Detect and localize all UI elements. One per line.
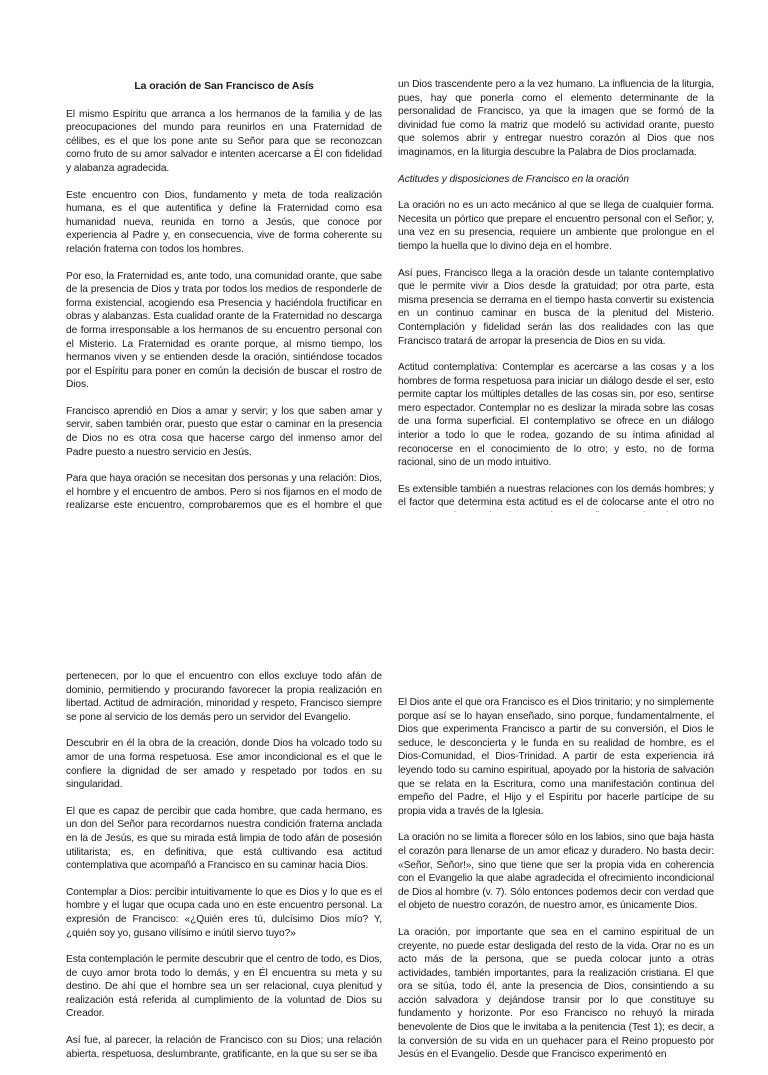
paragraph: El Dios ante el que ora Francisco es el Dios trinitario; y no simplemente porque así se lo hayan enseñado, sino porque, fundamentalmente, el Dios que experimenta Francisco a partir de su conversión, el Dios le seduce, le desconcierta y le funda en su realidad de hombre, es el Dios-Comunidad, el Dios-Trinidad. A partir de esta experiencia irá leyendo todo su camino espiritual, apoyado por la historia de salvación que se relata en la Escritura, como una manifestación continua del empeño del Padre, el Hijo y el Espíritu por hacerle partícipe de su propia vida a través de la Iglesia. — [398, 697, 714, 817]
paragraph: Actitud contemplativa: Contemplar es acercarse a las cosas y a los hombres de forma respetuosa para iniciar un diálogo desde el ser, esto permite captar los múltiples detalles de las cosas sin, por eso, sentirse mero espectador. Contemplar no es deslizar la mirada sobre las cosas de una forma superficial. El contemplativo se ofrece en un diálogo interior a todo lo que le rodea, gozando de su íntima afinidad al reconocerse en el conocimiento de lo otro; y esto, no de forma racional, sino de un modo intuitivo. — [398, 362, 714, 469]
paragraph: Esta contemplación le permite descubrir que el centro de todo, es Dios, de cuyo amor brota todo lo demás, y en Él encuentra su meta y su destino. De ahí que el hombre sea un ser relacional, cuya plenitud y realización está referida al cumplimiento de la voluntad de Dios su Creador. — [66, 954, 382, 1020]
paragraph: Descubrir en él la obra de la creación, donde Dios ha volcado todo su amor de una forma respetuosa. Ese amor incondicional es el que le confiere la dignidad de ser amado y respetado por todos en su singularidad. — [66, 738, 382, 791]
page-2-left-column — [66, 670, 382, 1074]
paragraph: La oración no se limita a florecer sólo en los labios, sino que baja hasta el corazón para llenarse de un amor eficaz y duradero. No basta decir: «Señor, Señor!», sino que tiene que ser la propia vida en coherencia con el Evangelio la que alabe agradecida el ofrecimiento incondicional de Dios al hombre (v. 7). Sólo entonces podemos decir con verdad que el objeto de nuestro corazón, de nuestro amor, es únicamente Dios. — [398, 832, 714, 912]
paragraph: El mismo Espíritu que arranca a los hermanos de la familia y de las preocupaciones del mundo para reunirlos en una Fraternidad de célibes, es el que los pone ante su Señor para que se reconozcan como fruto de su amor salvador e intenten acercarse a Él con fidelidad y alabanza agradecida. — [66, 108, 382, 174]
paragraph: Para que haya oración se necesitan dos personas y una relación: Dios, el hombre y el encuentro de ambos. Pero si nos fijamos en el modo de realizarse este encuentro, comprobaremos que es el hombre el que — [66, 473, 382, 512]
paragraph: un Dios trascendente pero a la vez humano. La influencia de la liturgia, pues, hay que ponerla como el elemento determinante de la personalidad de Francisco, ya que la imagen que se formó de la divinidad fue como la matriz que modeló su actividad orante, puesto que solemos abrir y entregar nuestro corazón al Dios que nos imaginamos, en la liturgia descubre la Palabra de Dios proclamada. — [398, 79, 714, 158]
document-title: La oración de San Francisco de Asís — [134, 80, 314, 92]
paragraph: El que es capaz de percibir que cada hombre, que cada hermano, es un don del Señor para recordarnos nuestra condición fraterna anclada en la de Jesús, es que su mirada está limpia de todo afán de posesión utilitarista; es, en definitiva, que está cultivando esa actitud contemplativa que acompañó a Francisco en su caminar hacia Dios. — [66, 805, 382, 872]
page-1 — [0, 0, 768, 512]
paragraph: La oración no es un acto mecánico al que se llega de cualquier forma. Necesita un pórtico que prepare el encuentro personal con el Señor; y, una vez en su presencia, requiere un ambiente que prolongue en el tiempo la huella que lo divino deja en el hombre. — [398, 200, 714, 252]
paragraph: La oración, por importante que sea en el camino espiritual de un creyente, no puede estar desligada del resto de la vida. Orar no es un acto más de la persona, que se pueda colocar junto a otras actividades, también importantes, para la realización cristiana. El que ora se sitúa, todo él, ante la presencia de Dios, consintiendo a su acción salvadora y dejándose transir por lo que constituye su fundamento y horizonte. Por eso Francisco no rehuyó la mirada benevolente de Dios que le invitaba a la penitencia (Test 1); es decir, a la conversión de su vida en un quehacer para el Reino propuesto por Jesús en el Evangelio. Desde que Francisco experimentó en — [398, 926, 714, 1061]
section-subheading: Actitudes y disposiciones de Francisco en la oración — [398, 173, 629, 185]
paragraph: Francisco aprendió en Dios a amar y servir; y los que saben amar y servir, saben también orar, puesto que estar o caminar en la presencia de Dios no es otra cosa que hacerse cargo del inmenso amor del Padre puesto a nuestro servicio en Jesús. — [66, 405, 382, 458]
page-2 — [0, 512, 768, 1061]
paragraph: Este encuentro con Dios, fundamento y meta de toda realización humana, es el que autentifica y define la Fraternidad como esa humanidad nueva, reunida en torno a Jesús, que conoce por experiencia al Padre y, en consecuencia, vive de forma coherente su relación fraterna con todos los hombres. — [66, 189, 382, 255]
paragraph: Por eso, la Fraternidad es, ante todo, una comunidad orante, que sabe de la presencia de Dios y trata por todos los medios de responderle de forma existencial, acogiendo esa Presencia y haciéndola fructificar en obras y alabanzas. Esta cualidad orante de la Fraternidad no descarga de forma irresponsable a los hermanos de su encuentro personal con el Misterio. La Fraternidad es orante porque, al mismo tiempo, los hermanos viven y se entienden desde la oración, sintiéndose tocados por el Espíritu para poner en común la decisión de buscar el rostro de Dios. — [66, 270, 382, 391]
page-2-right-column — [398, 696, 714, 1075]
paragraph: Es extensible también a nuestras relaciones con los demás hombres; y el factor que determina esta actitud es el de colocarse ante el otro no — [398, 483, 714, 509]
page-1-right-column — [398, 78, 714, 564]
page-1-left-column — [66, 80, 382, 567]
paragraph: Contemplar a Dios: percibir intuitivamente lo que es Dios y lo que es el hombre y el lugar que ocupa cada uno en este encuentro personal. La expresión de Francisco: «¿Quién eres tú, dulcísimo Dios mío? Y, ¿quién soy yo, gusano vilísimo e inútil siervo tuyo?» — [66, 886, 382, 939]
paragraph: pertenecen, por lo que el encuentro con ellos excluye todo afán de dominio, permitiendo y procurando favorecer la propia realización en libertad. Actitud de admiración, minoridad y respeto, Francisco siempre se pone al servicio de los demás pero un servidor del Evangelio. — [66, 671, 382, 723]
paragraph: Así fue, al parecer, la relación de Francisco con su Dios; una relación abierta, respetuosa, deslumbrante, gratificante, en la que su ser se iba — [66, 1035, 382, 1060]
paragraph: Así pues, Francisco llega a la oración desde un talante contemplativo que le permite vivir a Dios desde la gratuidad; por otra parte, esta misma presencia se derrama en el tiempo hasta convertir su existencia en un continuo caminar en busca de la plenitud del Misterio. Contemplación y fidelidad serán las dos realidades con las que Francisco tratará de arropar la presencia de Dios en su vida. — [398, 267, 714, 347]
